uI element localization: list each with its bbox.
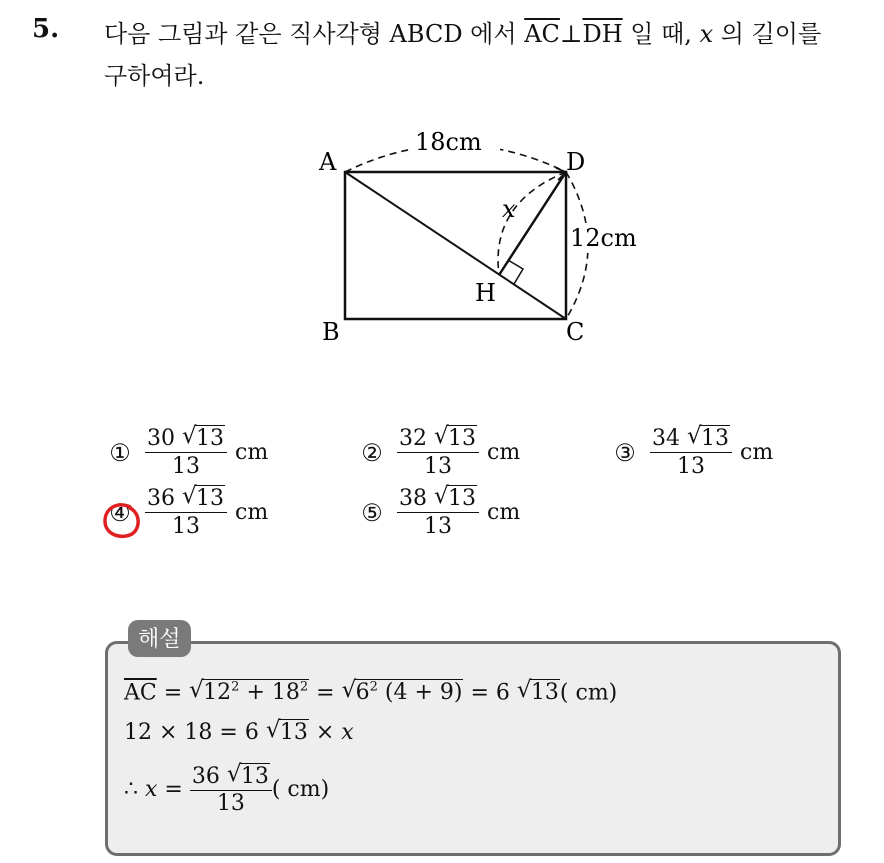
choice-5-number: ⑤ bbox=[361, 498, 383, 527]
sol-res-radicand: 13 bbox=[530, 680, 559, 706]
choice-5-fraction: 38 √ 13 13 bbox=[397, 486, 479, 539]
right-angle-mark bbox=[508, 260, 523, 284]
question-text-post: 의 길이를 bbox=[720, 20, 822, 48]
perp-symbol: ⊥ bbox=[559, 20, 583, 48]
top-length-label: 18cm bbox=[415, 128, 482, 156]
sol-res-unit: ( cm) bbox=[559, 680, 618, 706]
segment-dh-line bbox=[499, 172, 566, 275]
segment-dh: $\overline{DH}$ bbox=[582, 20, 623, 48]
sol-res-radical: √ 13 bbox=[516, 677, 559, 706]
vertex-a-label: A bbox=[319, 148, 337, 176]
sol-radical-2: √ $6^2$ (4 + 9) bbox=[341, 677, 463, 706]
sol2-coef: 6 bbox=[244, 720, 259, 745]
choice-4-number: ④ bbox=[109, 498, 131, 527]
solution-line-3 bbox=[124, 761, 330, 816]
sol2-times: × bbox=[315, 720, 335, 745]
sol-res-coef: 6 bbox=[495, 680, 510, 706]
choice-5-coef: 38 bbox=[399, 486, 427, 511]
choice-5-denominator: 13 bbox=[424, 514, 452, 539]
choice-2[interactable] bbox=[357, 423, 521, 479]
choice-5[interactable] bbox=[357, 483, 521, 539]
question-text-mid: 일 때, bbox=[630, 20, 692, 48]
sol3-unit: ( cm) bbox=[271, 777, 330, 802]
choice-2-denominator: 13 bbox=[424, 454, 452, 479]
choice-4-fraction: 36 √ 13 13 bbox=[145, 486, 227, 539]
sol-radical-1: √ $12^2 + 18^2$ bbox=[189, 677, 309, 706]
sol3-radicand: 13 bbox=[240, 764, 269, 789]
solution-tag: 해설 bbox=[128, 620, 191, 657]
choice-1-unit: cm bbox=[235, 440, 269, 465]
sol-r1-b-exp: 2 bbox=[299, 680, 309, 695]
choice-1-coef: 30 bbox=[147, 426, 175, 451]
right-length-label: 12cm bbox=[570, 224, 637, 252]
choice-3-radicand: 13 bbox=[701, 426, 729, 451]
choice-5-unit: cm bbox=[487, 500, 521, 525]
choice-2-unit: cm bbox=[487, 440, 521, 465]
choice-2-radicand: 13 bbox=[448, 426, 476, 451]
choice-3-unit: cm bbox=[740, 440, 774, 465]
choice-1-denominator: 13 bbox=[172, 454, 200, 479]
question-text-pre: 다음 그림과 같은 직사각형 ABCD 에서 bbox=[104, 20, 517, 48]
question-number: 5. bbox=[32, 14, 60, 44]
choice-4-denominator: 13 bbox=[172, 514, 200, 539]
choice-3[interactable] bbox=[610, 423, 774, 479]
solution-box bbox=[105, 641, 841, 856]
sol-eq-3: = bbox=[470, 680, 489, 706]
choice-3-fraction: 34 √ 13 13 bbox=[650, 426, 732, 479]
choice-3-denominator: 13 bbox=[677, 454, 705, 479]
sol3-therefore: ∴ bbox=[124, 777, 138, 802]
length-x-label: x bbox=[502, 195, 516, 223]
sol3-fraction: 36 √ 13 13 bbox=[190, 764, 272, 816]
sol2-radicand: 13 bbox=[279, 720, 308, 745]
choice-1-number: ① bbox=[109, 438, 131, 467]
variable-x: x bbox=[699, 20, 714, 48]
sol3-den: 13 bbox=[216, 791, 245, 816]
answer-mark-circle bbox=[100, 499, 144, 543]
segment-ac: $\overline{AC}$ bbox=[524, 20, 560, 48]
question-text bbox=[104, 14, 821, 49]
sol2-lhs: 12 × 18 = bbox=[124, 720, 238, 745]
sol3-eq: = bbox=[164, 777, 183, 802]
choice-5-radicand: 13 bbox=[448, 486, 476, 511]
solution-line-1 bbox=[124, 677, 618, 706]
choice-3-number: ③ bbox=[614, 438, 636, 467]
sol-r1-plus: + bbox=[246, 680, 265, 706]
rectangle-figure bbox=[300, 118, 660, 358]
sol-r2-base: 6 bbox=[355, 680, 370, 706]
vertex-d-label: D bbox=[566, 148, 586, 176]
choice-4-coef: 36 bbox=[147, 486, 175, 511]
sol3-var: x bbox=[145, 777, 158, 802]
choice-3-coef: 34 bbox=[652, 426, 680, 451]
sol-eq-2: = bbox=[316, 680, 335, 706]
diagonal-ac bbox=[345, 172, 566, 319]
point-h-label: H bbox=[475, 279, 496, 307]
sol-eq-1: = bbox=[163, 680, 183, 706]
sol-seg-ac: $\overline{AC}$ bbox=[124, 680, 157, 706]
question-text-line2: 구하여라. bbox=[104, 62, 205, 90]
sol-r2-paren: (4 + 9) bbox=[384, 680, 463, 706]
sol-r1-a-exp: 2 bbox=[231, 680, 240, 695]
choice-2-number: ② bbox=[361, 438, 383, 467]
vertex-c-label: C bbox=[566, 318, 585, 346]
sol-r1-a: 12 bbox=[203, 680, 232, 706]
choice-1-radicand: 13 bbox=[196, 426, 224, 451]
solution-line-2 bbox=[124, 717, 354, 745]
choice-1[interactable] bbox=[105, 423, 269, 479]
sol2-radical: √ 13 bbox=[265, 717, 308, 745]
choice-2-coef: 32 bbox=[399, 426, 427, 451]
sol-r1-b: 18 bbox=[271, 680, 300, 706]
sol3-coef: 36 bbox=[191, 764, 220, 789]
vertex-b-label: B bbox=[322, 318, 340, 346]
choice-4-unit: cm bbox=[235, 500, 269, 525]
sol-r2-exp: 2 bbox=[369, 680, 378, 695]
choice-1-fraction: 30 √ 13 13 bbox=[145, 426, 227, 479]
sol2-var: x bbox=[341, 720, 354, 745]
choice-2-fraction: 32 √ 13 13 bbox=[397, 426, 479, 479]
choice-4-radicand: 13 bbox=[196, 486, 224, 511]
